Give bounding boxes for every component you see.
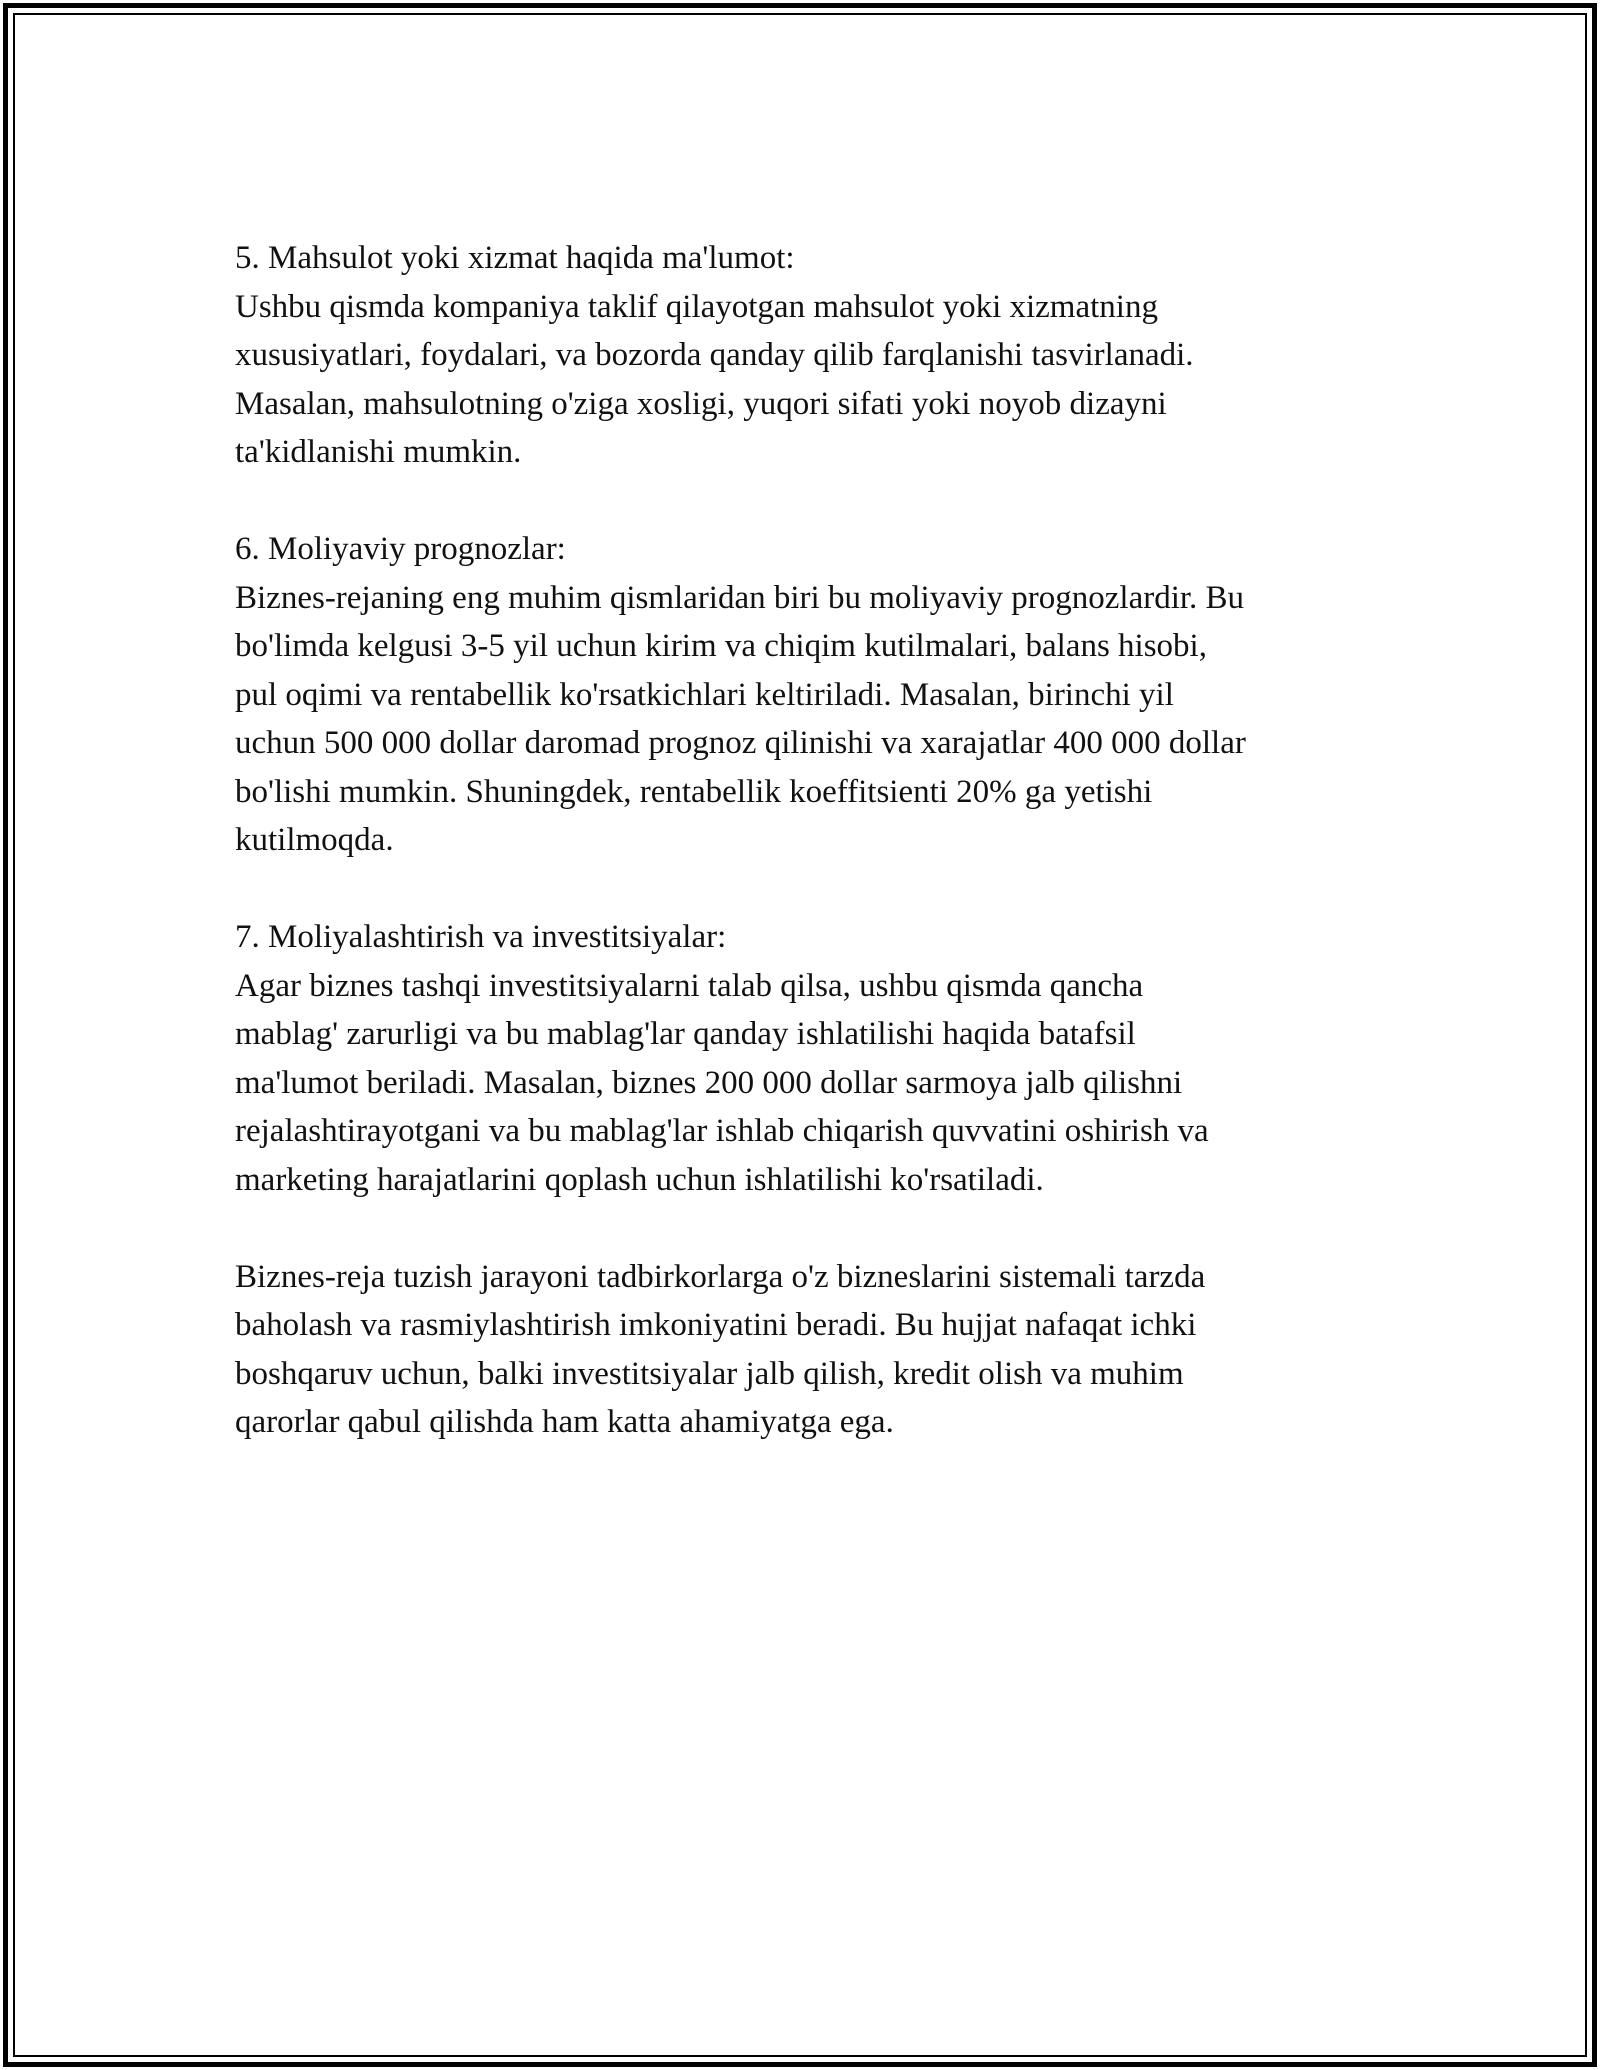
paragraph-line: pul oqimi va rentabellik ko'rsatkichlari keltiriladi. Masalan, birinchi yil [235, 676, 1174, 713]
section-financial-forecasts [235, 525, 1395, 865]
section-financing-investments [235, 913, 1395, 1204]
document-body [235, 234, 1395, 1495]
paragraph-line: Biznes-rejaning eng muhim qismlaridan biri bu moliyaviy prognozlardir. Bu [235, 579, 1245, 616]
paragraph-line: Agar biznes tashqi investitsiyalarni talab qilsa, ushbu qismda qancha [235, 967, 1144, 1004]
paragraph-line: Biznes-reja tuzish jarayoni tadbirkorlarga o'z bizneslarini sistemali tarzda [235, 1258, 1206, 1295]
paragraph-line: rejalashtirayotgani va bu mablag'lar ishlab chiqarish quvvatini oshirish va [235, 1113, 1209, 1149]
paragraph-line: mablag' zarurligi va bu mablag'lar qanday ishlatilishi haqida batafsil [235, 1016, 1136, 1052]
paragraph-line: Masalan, mahsulotning o'ziga xosligi, yuqori sifati yoki noyob dizayni [235, 385, 1167, 422]
paragraph-line: boshqaruv uchun, balki investitsiyalar jalb qilish, kredit olish va muhim [235, 1355, 1184, 1392]
paragraph-line: uchun 500 000 dollar daromad prognoz qilinishi va xarajatlar 400 000 dollar [235, 725, 1246, 761]
section-product-info [235, 234, 1395, 477]
paragraph-line: marketing harajatlarini qoplash uchun ishlatilishi ko'rsatiladi. [235, 1161, 1044, 1198]
paragraph-line: Ushbu qismda kompaniya taklif qilayotgan mahsulot yoki xizmatning [235, 288, 1158, 325]
paragraph-line: bo'lishi mumkin. Shuningdek, rentabellik koeffitsienti 20% ga yetishi [235, 773, 1153, 810]
paragraph-line: bo'limda kelgusi 3-5 yil uchun kirim va chiqim kutilmalari, balans hisobi, [235, 628, 1207, 664]
section-heading: 7. Moliyalashtirish va investitsiyalar: [235, 919, 727, 955]
conclusion-paragraph [235, 1253, 1395, 1447]
section-heading: 5. Mahsulot yoki xizmat haqida ma'lumot: [235, 240, 795, 276]
paragraph-line: ta'kidlanishi mumkin. [235, 434, 522, 470]
paragraph-line: ma'lumot beriladi. Masalan, biznes 200 000 dollar sarmoya jalb qilishni [235, 1064, 1183, 1101]
paragraph-line: qarorlar qabul qilishda ham katta ahamiyatga ega. [235, 1404, 894, 1440]
section-heading: 6. Moliyaviy prognozlar: [235, 531, 566, 567]
paragraph-line: kutilmoqda. [235, 822, 394, 858]
paragraph-line: baholash va rasmiylashtirish imkoniyatini beradi. Bu hujjat nafaqat ichki [235, 1307, 1197, 1343]
paragraph-line: xususiyatlari, foydalari, va bozorda qanday qilib farqlanishi tasvirlanadi. [235, 337, 1194, 373]
